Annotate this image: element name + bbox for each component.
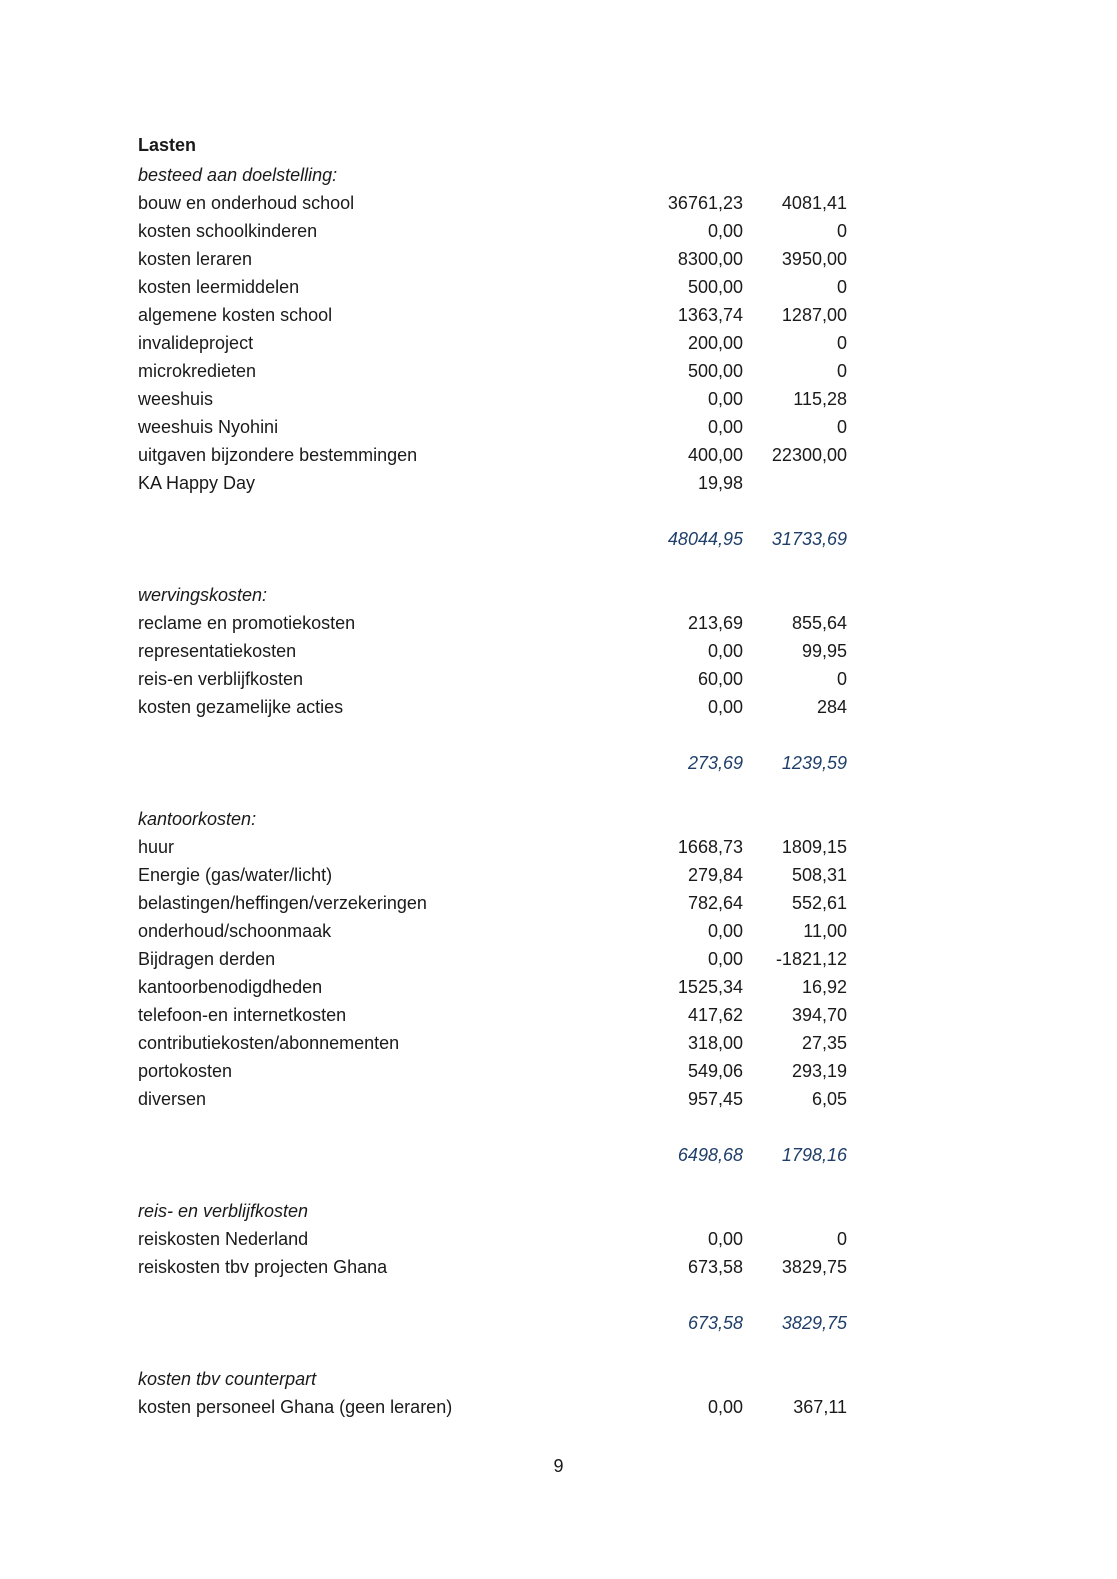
amount-current-year: 19,98 xyxy=(697,473,743,493)
total-current-year: 6498,68 xyxy=(677,1145,743,1165)
section-title: kosten tbv counterpart xyxy=(138,1369,317,1389)
expense-row xyxy=(138,1029,858,1057)
expense-label: kosten leermiddelen xyxy=(138,277,300,297)
expense-label: kosten personeel Ghana (geen leraren) xyxy=(138,1397,453,1417)
expense-label: kosten gezamelijke acties xyxy=(138,697,344,717)
amount-previous-year: 855,64 xyxy=(791,613,847,633)
section-title-row xyxy=(138,1365,858,1393)
total-spacer xyxy=(138,1113,858,1141)
expense-label: belastingen/heffingen/verzekeringen xyxy=(138,893,427,913)
expense-row xyxy=(138,469,858,497)
expense-label: invalideproject xyxy=(138,333,254,353)
amount-current-year: 417,62 xyxy=(687,1005,743,1025)
page-heading: Lasten xyxy=(138,135,197,155)
expense-label: weeshuis Nyohini xyxy=(138,417,279,437)
amount-previous-year: 11,00 xyxy=(803,921,847,941)
amount-previous-year: 552,61 xyxy=(791,893,847,913)
expense-label: algemene kosten school xyxy=(138,305,333,325)
expense-label: reiskosten tbv projecten Ghana xyxy=(138,1257,388,1277)
expense-label: kosten schoolkinderen xyxy=(138,221,318,241)
amount-current-year: 500,00 xyxy=(687,361,743,381)
section-total-row xyxy=(138,749,858,777)
expense-row xyxy=(138,1085,858,1113)
section-title-row xyxy=(138,1197,858,1225)
expense-label: kosten leraren xyxy=(138,249,253,269)
expense-row xyxy=(138,609,858,637)
page-number: 9 xyxy=(553,1456,564,1476)
amount-current-year: 36761,23 xyxy=(667,193,743,213)
expense-row xyxy=(138,301,858,329)
amount-current-year: 8300,00 xyxy=(677,249,743,269)
expense-row xyxy=(138,945,858,973)
expense-row xyxy=(138,1225,858,1253)
expense-label: portokosten xyxy=(138,1061,233,1081)
amount-current-year: 279,84 xyxy=(687,865,743,885)
expense-row xyxy=(138,917,858,945)
section-spacer xyxy=(138,777,858,805)
total-current-year: 48044,95 xyxy=(667,529,743,549)
expense-label: kantoorbenodigdheden xyxy=(138,977,323,997)
expense-row xyxy=(138,833,858,861)
amount-current-year: 0,00 xyxy=(707,949,743,969)
amount-previous-year: 0 xyxy=(836,221,847,241)
amount-current-year: 318,00 xyxy=(687,1033,743,1053)
section-title: wervingskosten: xyxy=(138,585,268,605)
amount-previous-year: 0 xyxy=(836,417,847,437)
amount-current-year: 200,00 xyxy=(687,333,743,353)
amount-current-year: 0,00 xyxy=(707,697,743,717)
amount-current-year: 0,00 xyxy=(707,389,743,409)
amount-previous-year: 284 xyxy=(816,697,847,717)
expense-label: huur xyxy=(138,837,175,857)
section-spacer xyxy=(138,1337,858,1365)
expense-row xyxy=(138,189,858,217)
total-previous-year: 1239,59 xyxy=(781,753,847,773)
amount-current-year: 1668,73 xyxy=(677,837,743,857)
section-title-row xyxy=(138,581,858,609)
amount-current-year: 0,00 xyxy=(707,221,743,241)
expense-row xyxy=(138,665,858,693)
amount-previous-year: 1287,00 xyxy=(781,305,847,325)
amount-current-year: 1363,74 xyxy=(677,305,743,325)
section-title-row xyxy=(138,161,858,189)
amount-previous-year: 1809,15 xyxy=(781,837,847,857)
amount-previous-year: 27,35 xyxy=(801,1033,847,1053)
amount-previous-year: 0 xyxy=(836,669,847,689)
expense-label: reclame en promotiekosten xyxy=(138,613,356,633)
expense-label: Bijdragen derden xyxy=(138,949,276,969)
amount-previous-year: 0 xyxy=(836,277,847,297)
amount-previous-year: 16,92 xyxy=(801,977,847,997)
amount-current-year: 673,58 xyxy=(687,1257,743,1277)
expense-sections xyxy=(138,161,858,1421)
amount-previous-year: -1821,12 xyxy=(775,949,847,969)
amount-previous-year: 508,31 xyxy=(791,865,847,885)
expense-row xyxy=(138,385,858,413)
expense-label: Energie (gas/water/licht) xyxy=(138,865,333,885)
expense-row xyxy=(138,245,858,273)
expense-row xyxy=(138,889,858,917)
amount-current-year: 0,00 xyxy=(707,417,743,437)
amount-current-year: 1525,34 xyxy=(677,977,743,997)
section-total-row xyxy=(138,1141,858,1169)
expense-row xyxy=(138,1393,858,1421)
expense-row xyxy=(138,329,858,357)
amount-previous-year: 367,11 xyxy=(793,1397,847,1417)
total-current-year: 673,58 xyxy=(687,1313,743,1333)
amount-previous-year: 0 xyxy=(836,333,847,353)
section-title: kantoorkosten: xyxy=(138,809,257,829)
total-current-year: 273,69 xyxy=(687,753,743,773)
amount-previous-year: 0 xyxy=(836,1229,847,1249)
total-spacer xyxy=(138,1281,858,1309)
total-spacer xyxy=(138,497,858,525)
amount-current-year: 60,00 xyxy=(697,669,743,689)
section-title: reis- en verblijfkosten xyxy=(138,1201,309,1221)
expense-row xyxy=(138,973,858,1001)
expense-row xyxy=(138,357,858,385)
section-spacer xyxy=(138,1169,858,1197)
amount-previous-year: 0 xyxy=(836,361,847,381)
expense-label: weeshuis xyxy=(138,389,214,409)
amount-previous-year: 3829,75 xyxy=(781,1257,847,1277)
amount-current-year: 400,00 xyxy=(687,445,743,465)
expense-row xyxy=(138,693,858,721)
total-previous-year: 1798,16 xyxy=(781,1145,847,1165)
total-previous-year: 3829,75 xyxy=(781,1313,847,1333)
section-total-row xyxy=(138,1309,858,1337)
amount-current-year: 782,64 xyxy=(687,893,743,913)
expense-row xyxy=(138,637,858,665)
expense-label: bouw en onderhoud school xyxy=(138,193,355,213)
expense-label: reis-en verblijfkosten xyxy=(138,669,304,689)
total-spacer xyxy=(138,721,858,749)
section-total-row xyxy=(138,525,858,553)
expense-label: contributiekosten/abonnementen xyxy=(138,1033,400,1053)
amount-current-year: 0,00 xyxy=(707,921,743,941)
amount-previous-year: 3950,00 xyxy=(781,249,847,269)
expense-row xyxy=(138,1057,858,1085)
section-title: besteed aan doelstelling: xyxy=(138,165,338,185)
expense-row xyxy=(138,861,858,889)
amount-previous-year: 22300,00 xyxy=(771,445,847,465)
expense-row xyxy=(138,1253,858,1281)
total-previous-year: 31733,69 xyxy=(771,529,847,549)
expense-label: uitgaven bijzondere bestemmingen xyxy=(138,445,418,465)
expense-label: KA Happy Day xyxy=(138,473,256,493)
amount-previous-year: 4081,41 xyxy=(781,193,847,213)
amount-current-year: 0,00 xyxy=(707,1397,743,1417)
amount-current-year: 0,00 xyxy=(707,641,743,661)
expense-label: diversen xyxy=(138,1089,207,1109)
expense-label: microkredieten xyxy=(138,361,257,381)
amount-current-year: 549,06 xyxy=(687,1061,743,1081)
amount-previous-year: 6,05 xyxy=(811,1089,847,1109)
amount-current-year: 957,45 xyxy=(687,1089,743,1109)
amount-previous-year: 115,28 xyxy=(793,389,847,409)
amount-current-year: 213,69 xyxy=(687,613,743,633)
expense-row xyxy=(138,273,858,301)
expense-label: representatiekosten xyxy=(138,641,297,661)
expense-label: reiskosten Nederland xyxy=(138,1229,309,1249)
expense-row xyxy=(138,1001,858,1029)
amount-current-year: 0,00 xyxy=(707,1229,743,1249)
expense-row xyxy=(138,217,858,245)
expense-row xyxy=(138,413,858,441)
amount-previous-year: 293,19 xyxy=(791,1061,847,1081)
amount-previous-year: 99,95 xyxy=(801,641,847,661)
section-title-row xyxy=(138,805,858,833)
amount-current-year: 500,00 xyxy=(687,277,743,297)
expense-label: telefoon-en internetkosten xyxy=(138,1005,347,1025)
section-spacer xyxy=(138,553,858,581)
expense-label: onderhoud/schoonmaak xyxy=(138,921,332,941)
expense-row xyxy=(138,441,858,469)
amount-previous-year: 394,70 xyxy=(791,1005,847,1025)
